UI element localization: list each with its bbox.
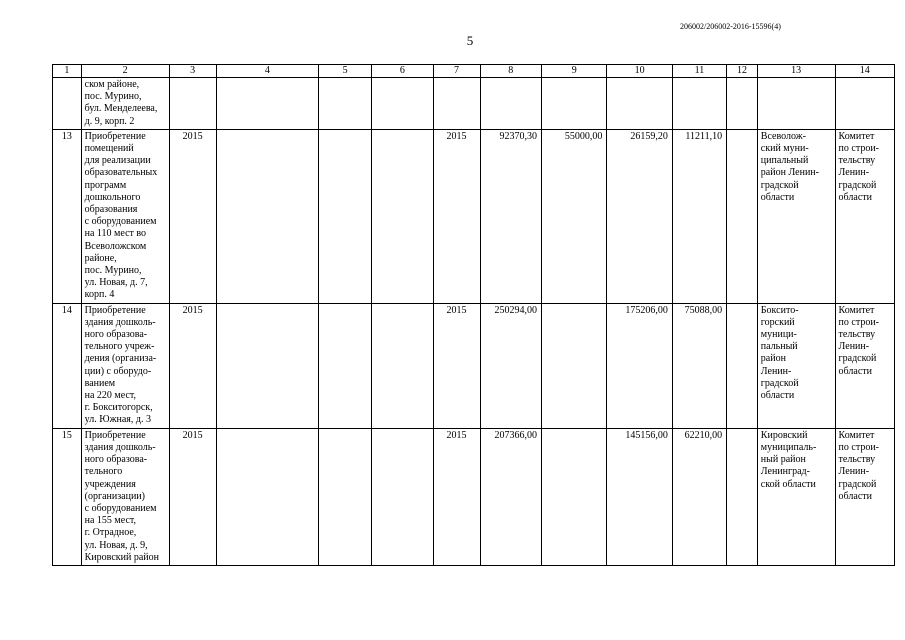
- cell-object-name: Приобретение здания дошколь- ного образова- тельного учреждения (организации) с оборудованием на 155 мест, г. Отрадное, ул. Новая, д. 9, Кировский район: [81, 428, 169, 565]
- cell-col7: 2015: [433, 129, 480, 303]
- page-number: 5: [466, 33, 474, 48]
- cell-row-number: 15: [53, 428, 82, 565]
- table-row: [53, 428, 895, 565]
- cell-col11: 11211,10: [672, 129, 726, 303]
- cell-col3: [169, 78, 216, 130]
- cell-col4: [216, 78, 318, 130]
- cell-col10: [607, 78, 672, 130]
- cell-responsible: Комитет по строи- тельству Ленин- градской области: [835, 303, 894, 428]
- cell-col8: [480, 78, 541, 130]
- cell-col3: 2015: [169, 303, 216, 428]
- cell-col4: [216, 303, 318, 428]
- cell-col12: [727, 129, 758, 303]
- column-header: 4: [216, 65, 318, 78]
- cell-responsible: [835, 78, 894, 130]
- cell-col6: [372, 303, 433, 428]
- column-header: 2: [81, 65, 169, 78]
- cell-object-name: ском районе, пос. Мурино, бул. Менделеева, д. 9, корп. 2: [81, 78, 169, 130]
- cell-col8: 207366,00: [480, 428, 541, 565]
- column-header: 5: [318, 65, 371, 78]
- cell-object-name: Приобретение помещений для реализации образовательных программ дошкольного образования с оборудованием на 110 мест во Всеволожском районе, пос. Мурино, ул. Новая, д. 7, корп. 4: [81, 129, 169, 303]
- cell-col9: 55000,00: [541, 129, 606, 303]
- cell-municipality: [757, 78, 835, 130]
- cell-col5: [318, 428, 371, 565]
- cell-municipality: Кировский муниципаль- ный район Ленинград- ской области: [757, 428, 835, 565]
- cell-col10: 175206,00: [607, 303, 672, 428]
- cell-col8: 250294,00: [480, 303, 541, 428]
- cell-col6: [372, 428, 433, 565]
- cell-municipality: Всеволож- ский муни- ципальный район Ленин- градской области: [757, 129, 835, 303]
- cell-col9: [541, 303, 606, 428]
- cell-col4: [216, 428, 318, 565]
- cell-row-number: 13: [53, 129, 82, 303]
- column-header: 12: [727, 65, 758, 78]
- cell-col6: [372, 78, 433, 130]
- cell-col7: [433, 78, 480, 130]
- table-row: [53, 303, 895, 428]
- cell-municipality: Бокситo- горский муници- пальный район Ленин- градской области: [757, 303, 835, 428]
- cell-col5: [318, 78, 371, 130]
- table-row: [53, 129, 895, 303]
- document-id: 206002/206002-2016-15596(4): [680, 22, 781, 31]
- table-row: [53, 78, 895, 130]
- column-header: 13: [757, 65, 835, 78]
- column-header: 1: [53, 65, 82, 78]
- header-row: [53, 65, 895, 78]
- cell-col3: 2015: [169, 129, 216, 303]
- cell-col4: [216, 129, 318, 303]
- column-header: 3: [169, 65, 216, 78]
- column-header: 10: [607, 65, 672, 78]
- cell-row-number: [53, 78, 82, 130]
- cell-responsible: Комитет по строи- тельству Ленин- градской области: [835, 428, 894, 565]
- cell-col5: [318, 303, 371, 428]
- cell-col12: [727, 428, 758, 565]
- cell-col8: 92370,30: [480, 129, 541, 303]
- column-header: 11: [672, 65, 726, 78]
- cell-col5: [318, 129, 371, 303]
- cell-col3: 2015: [169, 428, 216, 565]
- column-header: 7: [433, 65, 480, 78]
- cell-row-number: 14: [53, 303, 82, 428]
- cell-col12: [727, 78, 758, 130]
- cell-col6: [372, 129, 433, 303]
- cell-col9: [541, 428, 606, 565]
- cell-col7: 2015: [433, 303, 480, 428]
- cell-col10: 145156,00: [607, 428, 672, 565]
- cell-col10: 26159,20: [607, 129, 672, 303]
- column-header: 14: [835, 65, 894, 78]
- cell-col11: 75088,00: [672, 303, 726, 428]
- column-header: 9: [541, 65, 606, 78]
- cell-responsible: Комитет по строи- тельству Ленин- градской области: [835, 129, 894, 303]
- column-header: 8: [480, 65, 541, 78]
- data-table: [52, 64, 895, 566]
- cell-object-name: Приобретение здания дошколь- ного образова- тельного учреж- дения (организа- ции) с оборудо- ванием на 220 мест, г. Бокситогорск, ул. Южная, д. 3: [81, 303, 169, 428]
- column-header: 6: [372, 65, 433, 78]
- cell-col11: [672, 78, 726, 130]
- cell-col7: 2015: [433, 428, 480, 565]
- cell-col11: 62210,00: [672, 428, 726, 565]
- cell-col9: [541, 78, 606, 130]
- cell-col12: [727, 303, 758, 428]
